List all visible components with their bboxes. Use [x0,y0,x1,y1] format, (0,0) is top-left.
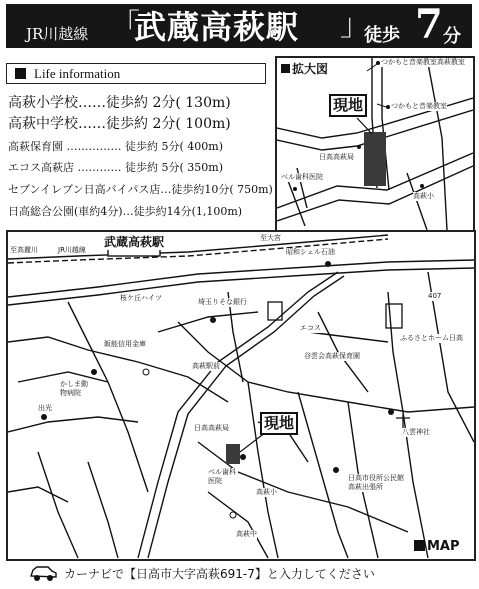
zoom-title [281,60,328,77]
map-label: ふるさとホーム日高 [400,334,463,342]
minutes-unit: 分 [443,26,461,47]
facility-row: 高萩保育園 …………… 徒歩約 5分( 400m) [8,140,223,153]
site-block [226,444,240,464]
map-label: 飯能信用金庫 [104,340,146,348]
map-label: 埼玉りそな銀行 [198,298,247,306]
map-label: 谷雲会高萩保育園 [304,352,360,360]
zoom-title-text: 拡大図 [292,62,329,76]
map-label: 出光 [38,404,52,412]
map-title-text: MAP [427,539,460,554]
facility-row: 日高総合公園(車約4分)…徒歩約14分(1,100m) [8,205,243,218]
zoom-map [275,56,475,232]
main-map [6,230,476,561]
line-name: JR川越線 [26,25,89,43]
bracket-open: 「 [110,8,140,43]
zoom-label: 高萩小 [413,192,434,200]
map-label: エコス [300,324,321,332]
map-label: 昭和シェル石油 [286,248,335,256]
landmark-icon [386,304,402,328]
zoom-label: つかもと音楽教室高萩教室 [381,58,465,66]
station-name: 武蔵高萩駅 [134,8,300,46]
map-site-label: 現地 [260,412,298,435]
map-label: JR川越線 [58,246,86,254]
map-label: 高萩駅前 [192,362,220,370]
footer [28,562,458,584]
car-navi-text: カーナビで【日高市大字高萩691-7】と入力してください [64,567,375,581]
facility-row: セブンイレブン日高バイパス店…徒歩約10分( 750m) [8,183,273,196]
map-label: 八雲神社 [402,428,430,436]
life-info-title [6,63,266,84]
map-label: 至高麗川 [10,246,38,254]
square-icon [15,68,26,79]
map-station-name: 武蔵高萩駅 [104,235,165,249]
header-banner [6,1,472,48]
map-label: 至大宮 [260,234,281,242]
life-info-title-text: Life information [34,66,121,81]
facility-row: エコス高萩店 ………… 徒歩約 5分( 350m) [8,161,223,174]
map-title [414,539,460,554]
zoom-label: 日高高萩局 [319,153,354,161]
facility-row: 高萩小学校……徒歩約 2分( 130m) [8,95,231,111]
map-label: 高萩小 [256,488,277,496]
map-label: 407 [428,292,442,300]
zoom-map-roads [277,58,473,230]
map-label: 日高市役所公民館高萩出張所 [348,474,410,492]
map-label: ベル歯科医院 [208,468,236,485]
walk-label: 徒歩 [364,25,400,46]
zoom-site-block [364,132,386,186]
square-icon [414,540,425,551]
walk-minutes: 7 [415,1,443,48]
map-label: 日高高萩局 [194,424,229,432]
zoom-site-label: 現地 [329,94,367,117]
map-label: かしま動物病院 [60,380,88,397]
square-icon [281,64,290,73]
map-label: 桜ケ丘ハイツ [120,294,162,302]
car-icon [28,563,58,583]
map-label: 高萩中 [236,530,257,538]
facility-row: 高萩中学校……徒歩約 2分( 100m) [8,116,231,132]
bracket-close: 」 [340,8,370,43]
zoom-label: つかもと音楽教室 [391,102,447,110]
zoom-label: ベル歯科医院 [281,173,323,181]
